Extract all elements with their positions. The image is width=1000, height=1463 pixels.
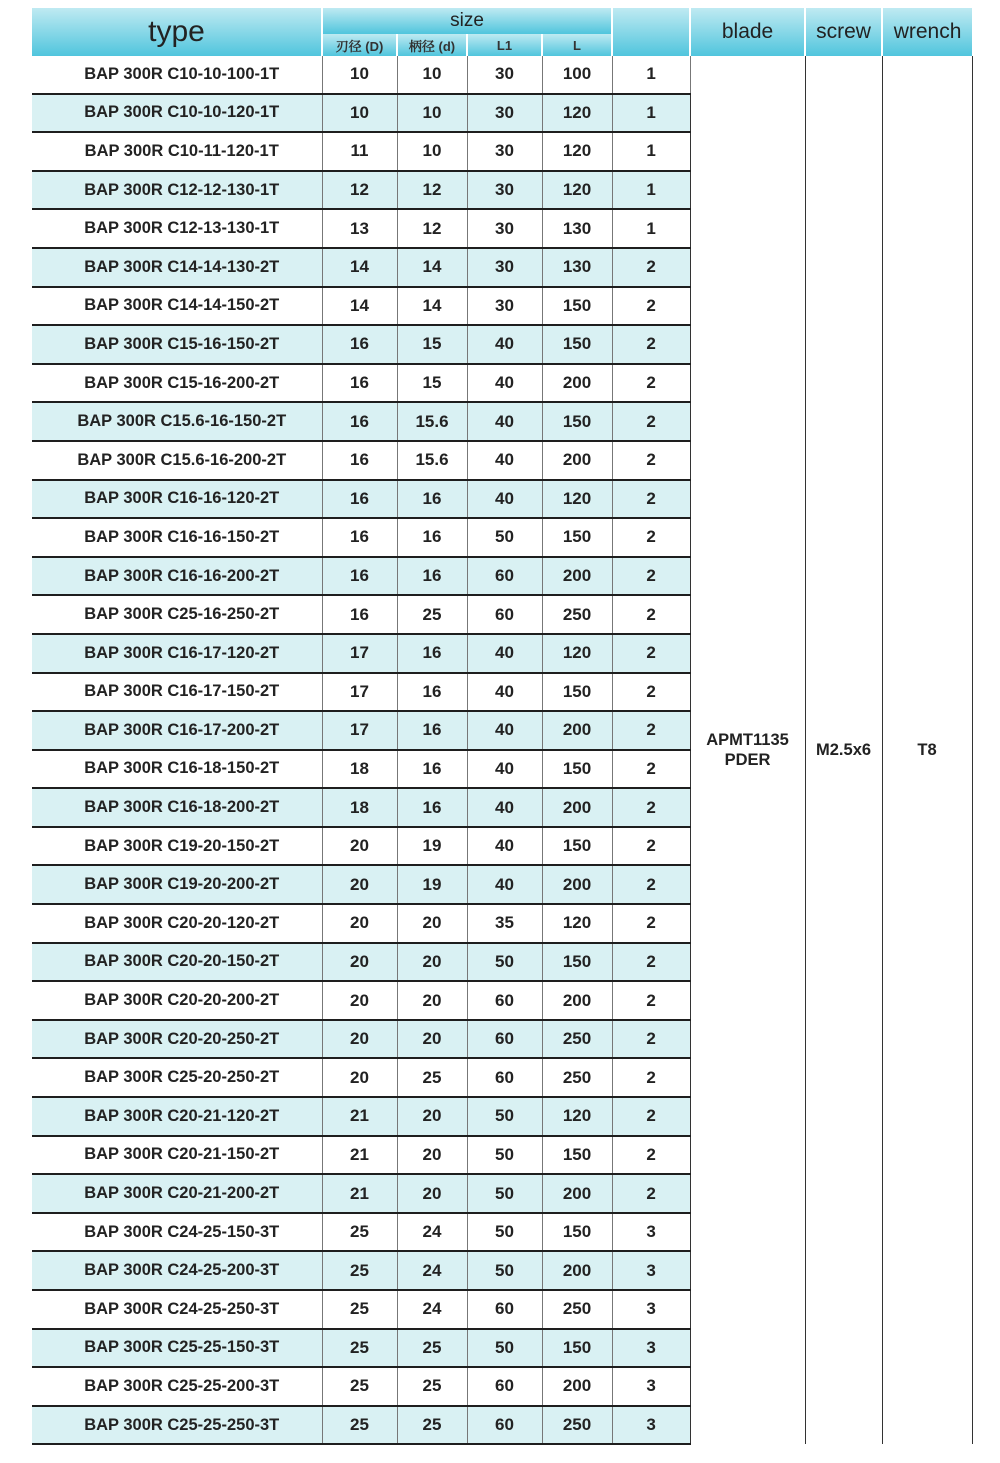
cell-l: 200 [542,865,612,904]
cell-count: 2 [612,287,690,326]
cell-l1: 50 [467,1213,542,1252]
cell-l1: 40 [467,441,542,480]
cell-count: 2 [612,1174,690,1213]
cell-count: 3 [612,1367,690,1406]
cell-type: BAP 300R C19-20-150-2T [32,827,322,866]
cell-type: BAP 300R C20-20-150-2T [32,943,322,982]
cell-count: 2 [612,750,690,789]
cell-l1: 40 [467,711,542,750]
cell-l1: 60 [467,595,542,634]
cell-l: 150 [542,1329,612,1368]
cell-count: 2 [612,248,690,287]
cell-blade-diameter: 20 [322,1058,397,1097]
cell-shank-diameter: 20 [397,904,467,943]
cell-type: BAP 300R C12-12-130-1T [32,171,322,210]
cell-count: 2 [612,441,690,480]
cell-l1: 50 [467,1097,542,1136]
cell-shank-diameter: 20 [397,1097,467,1136]
cell-l1: 30 [467,171,542,210]
cell-wrench-spec: T8 [882,56,972,1444]
cell-shank-diameter: 12 [397,171,467,210]
cell-blade-diameter: 21 [322,1174,397,1213]
cell-l1: 40 [467,402,542,441]
cell-shank-diameter: 10 [397,56,467,94]
cell-shank-diameter: 16 [397,634,467,673]
cell-shank-diameter: 20 [397,1174,467,1213]
cell-type: BAP 300R C20-21-120-2T [32,1097,322,1136]
cell-blade-diameter: 14 [322,248,397,287]
cell-type: BAP 300R C24-25-150-3T [32,1213,322,1252]
cell-l: 120 [542,634,612,673]
cell-blade-diameter: 25 [322,1329,397,1368]
header-wrench: wrench [882,8,972,56]
cell-l1: 50 [467,1251,542,1290]
header-l: L [542,34,612,56]
cell-shank-diameter: 25 [397,595,467,634]
cell-type: BAP 300R C20-20-250-2T [32,1020,322,1059]
cell-shank-diameter: 14 [397,287,467,326]
cell-l1: 30 [467,56,542,94]
cell-screw-spec: M2.5x6 [805,56,882,1444]
cell-count: 3 [612,1251,690,1290]
cell-blade-diameter: 16 [322,325,397,364]
spec-table [32,8,973,1445]
cell-shank-diameter: 25 [397,1367,467,1406]
cell-type: BAP 300R C16-17-120-2T [32,634,322,673]
cell-l1: 50 [467,1136,542,1175]
cell-count: 2 [612,827,690,866]
cell-l: 200 [542,711,612,750]
cell-l1: 60 [467,981,542,1020]
cell-blade-diameter: 17 [322,711,397,750]
cell-count: 2 [612,634,690,673]
header-type: type [32,8,322,56]
cell-shank-diameter: 16 [397,480,467,519]
cell-l1: 60 [467,1367,542,1406]
cell-blade-diameter: 25 [322,1367,397,1406]
cell-type: BAP 300R C16-16-120-2T [32,480,322,519]
cell-count: 2 [612,981,690,1020]
cell-shank-diameter: 15 [397,364,467,403]
cell-l1: 40 [467,827,542,866]
cell-l: 150 [542,827,612,866]
cell-blade-diameter: 21 [322,1097,397,1136]
cell-l: 200 [542,981,612,1020]
header-size: size [322,8,612,34]
cell-shank-diameter: 16 [397,788,467,827]
cell-count: 3 [612,1213,690,1252]
cell-blade-diameter: 17 [322,634,397,673]
cell-type: BAP 300R C24-25-250-3T [32,1290,322,1329]
cell-l: 130 [542,248,612,287]
cell-count: 2 [612,595,690,634]
spec-table-container [32,8,962,1445]
cell-blade-diameter: 20 [322,1020,397,1059]
cell-type: BAP 300R C25-20-250-2T [32,1058,322,1097]
cell-type: BAP 300R C14-14-130-2T [32,248,322,287]
cell-blade-diameter: 14 [322,287,397,326]
cell-count: 2 [612,673,690,712]
cell-l: 200 [542,557,612,596]
cell-l: 120 [542,904,612,943]
cell-l: 250 [542,595,612,634]
header-blade-diameter: 刃径 (D) [322,34,397,56]
cell-l: 200 [542,1251,612,1290]
cell-shank-diameter: 24 [397,1290,467,1329]
cell-type: BAP 300R C20-20-120-2T [32,904,322,943]
cell-blade-diameter: 20 [322,981,397,1020]
cell-shank-diameter: 12 [397,209,467,248]
cell-shank-diameter: 16 [397,750,467,789]
cell-l: 150 [542,673,612,712]
cell-shank-diameter: 15 [397,325,467,364]
cell-shank-diameter: 24 [397,1251,467,1290]
cell-type: BAP 300R C20-21-200-2T [32,1174,322,1213]
cell-shank-diameter: 19 [397,865,467,904]
cell-type: BAP 300R C16-18-150-2T [32,750,322,789]
cell-l1: 30 [467,94,542,133]
cell-l1: 30 [467,209,542,248]
cell-l1: 50 [467,1174,542,1213]
cell-shank-diameter: 20 [397,981,467,1020]
cell-count: 2 [612,865,690,904]
cell-l: 150 [542,943,612,982]
cell-count: 3 [612,1406,690,1445]
cell-l1: 30 [467,248,542,287]
cell-shank-diameter: 25 [397,1329,467,1368]
cell-l1: 60 [467,557,542,596]
cell-blade-diameter: 16 [322,364,397,403]
header-shank-diameter: 柄径 (d) [397,34,467,56]
cell-l1: 30 [467,132,542,171]
cell-count: 1 [612,56,690,94]
cell-l1: 60 [467,1058,542,1097]
cell-l: 150 [542,402,612,441]
cell-count: 2 [612,1097,690,1136]
cell-count: 2 [612,711,690,750]
cell-blade-spec: APMT1135 PDER [690,56,805,1444]
cell-count: 2 [612,557,690,596]
cell-l: 200 [542,364,612,403]
cell-blade-diameter: 20 [322,827,397,866]
cell-l: 200 [542,1174,612,1213]
cell-blade-diameter: 16 [322,441,397,480]
cell-blade-diameter: 18 [322,788,397,827]
cell-shank-diameter: 15.6 [397,441,467,480]
cell-count: 2 [612,325,690,364]
cell-l1: 30 [467,287,542,326]
cell-count: 1 [612,94,690,133]
cell-shank-diameter: 20 [397,1020,467,1059]
cell-blade-diameter: 20 [322,865,397,904]
cell-blade-diameter: 16 [322,557,397,596]
cell-l1: 60 [467,1020,542,1059]
cell-shank-diameter: 14 [397,248,467,287]
cell-blade-diameter: 16 [322,480,397,519]
cell-blade-diameter: 25 [322,1251,397,1290]
cell-l: 120 [542,1097,612,1136]
cell-l1: 40 [467,673,542,712]
cell-shank-diameter: 25 [397,1406,467,1445]
cell-l: 120 [542,480,612,519]
cell-blade-diameter: 20 [322,943,397,982]
cell-l1: 40 [467,750,542,789]
cell-l1: 40 [467,634,542,673]
cell-type: BAP 300R C16-16-200-2T [32,557,322,596]
cell-l: 150 [542,1136,612,1175]
cell-blade-diameter: 11 [322,132,397,171]
cell-l: 200 [542,441,612,480]
cell-type: BAP 300R C20-20-200-2T [32,981,322,1020]
header-blade: blade [690,8,805,56]
cell-type: BAP 300R C12-13-130-1T [32,209,322,248]
cell-l: 150 [542,287,612,326]
cell-l1: 60 [467,1290,542,1329]
cell-count: 3 [612,1290,690,1329]
cell-blade-diameter: 16 [322,595,397,634]
cell-shank-diameter: 25 [397,1058,467,1097]
cell-shank-diameter: 19 [397,827,467,866]
cell-count: 2 [612,518,690,557]
cell-blade-diameter: 18 [322,750,397,789]
cell-blade-diameter: 25 [322,1213,397,1252]
cell-type: BAP 300R C10-10-100-1T [32,56,322,94]
cell-blade-diameter: 10 [322,94,397,133]
cell-type: BAP 300R C16-17-150-2T [32,673,322,712]
cell-l: 120 [542,132,612,171]
cell-l1: 40 [467,788,542,827]
cell-type: BAP 300R C10-11-120-1T [32,132,322,171]
cell-l1: 40 [467,480,542,519]
cell-l: 200 [542,788,612,827]
cell-l1: 40 [467,865,542,904]
cell-l: 120 [542,94,612,133]
cell-count: 3 [612,1329,690,1368]
cell-blade-diameter: 16 [322,402,397,441]
cell-type: BAP 300R C10-10-120-1T [32,94,322,133]
cell-count: 1 [612,132,690,171]
cell-shank-diameter: 24 [397,1213,467,1252]
cell-count: 2 [612,943,690,982]
cell-blade-diameter: 20 [322,904,397,943]
cell-blade-diameter: 10 [322,56,397,94]
table-body [32,56,972,1444]
cell-type: BAP 300R C25-16-250-2T [32,595,322,634]
cell-l1: 35 [467,904,542,943]
cell-type: BAP 300R C20-21-150-2T [32,1136,322,1175]
cell-type: BAP 300R C15.6-16-150-2T [32,402,322,441]
cell-type: BAP 300R C25-25-150-3T [32,1329,322,1368]
header-l1: L1 [467,34,542,56]
cell-l: 250 [542,1406,612,1445]
cell-count: 2 [612,1136,690,1175]
cell-l: 250 [542,1020,612,1059]
cell-shank-diameter: 10 [397,132,467,171]
cell-count: 2 [612,788,690,827]
cell-count: 2 [612,1058,690,1097]
cell-shank-diameter: 16 [397,518,467,557]
header-count [612,8,690,56]
cell-l1: 60 [467,1406,542,1445]
cell-shank-diameter: 20 [397,1136,467,1175]
cell-l: 130 [542,209,612,248]
cell-type: BAP 300R C15.6-16-200-2T [32,441,322,480]
cell-shank-diameter: 16 [397,711,467,750]
cell-l1: 50 [467,943,542,982]
cell-blade-diameter: 13 [322,209,397,248]
cell-l: 150 [542,750,612,789]
cell-shank-diameter: 10 [397,94,467,133]
cell-type: BAP 300R C14-14-150-2T [32,287,322,326]
cell-l1: 50 [467,1329,542,1368]
cell-type: BAP 300R C24-25-200-3T [32,1251,322,1290]
cell-type: BAP 300R C25-25-200-3T [32,1367,322,1406]
cell-type: BAP 300R C25-25-250-3T [32,1406,322,1445]
cell-type: BAP 300R C15-16-200-2T [32,364,322,403]
cell-l: 150 [542,1213,612,1252]
cell-l1: 40 [467,364,542,403]
cell-shank-diameter: 20 [397,943,467,982]
cell-l1: 50 [467,518,542,557]
cell-blade-diameter: 17 [322,673,397,712]
cell-type: BAP 300R C16-17-200-2T [32,711,322,750]
cell-count: 2 [612,904,690,943]
cell-blade-diameter: 21 [322,1136,397,1175]
cell-shank-diameter: 16 [397,557,467,596]
cell-l: 120 [542,171,612,210]
cell-l: 250 [542,1058,612,1097]
cell-l: 150 [542,518,612,557]
cell-l: 200 [542,1367,612,1406]
cell-shank-diameter: 16 [397,673,467,712]
cell-type: BAP 300R C19-20-200-2T [32,865,322,904]
cell-count: 2 [612,480,690,519]
cell-blade-diameter: 12 [322,171,397,210]
cell-count: 2 [612,364,690,403]
cell-count: 1 [612,209,690,248]
cell-blade-diameter: 16 [322,518,397,557]
cell-count: 2 [612,1020,690,1059]
cell-shank-diameter: 15.6 [397,402,467,441]
cell-type: BAP 300R C16-16-150-2T [32,518,322,557]
cell-l1: 40 [467,325,542,364]
cell-type: BAP 300R C15-16-150-2T [32,325,322,364]
table-header [32,8,972,56]
cell-blade-diameter: 25 [322,1406,397,1445]
table-row [32,56,972,94]
cell-l: 100 [542,56,612,94]
cell-count: 2 [612,402,690,441]
cell-l: 250 [542,1290,612,1329]
cell-blade-diameter: 25 [322,1290,397,1329]
cell-type: BAP 300R C16-18-200-2T [32,788,322,827]
header-screw: screw [805,8,882,56]
cell-count: 1 [612,171,690,210]
cell-l: 150 [542,325,612,364]
